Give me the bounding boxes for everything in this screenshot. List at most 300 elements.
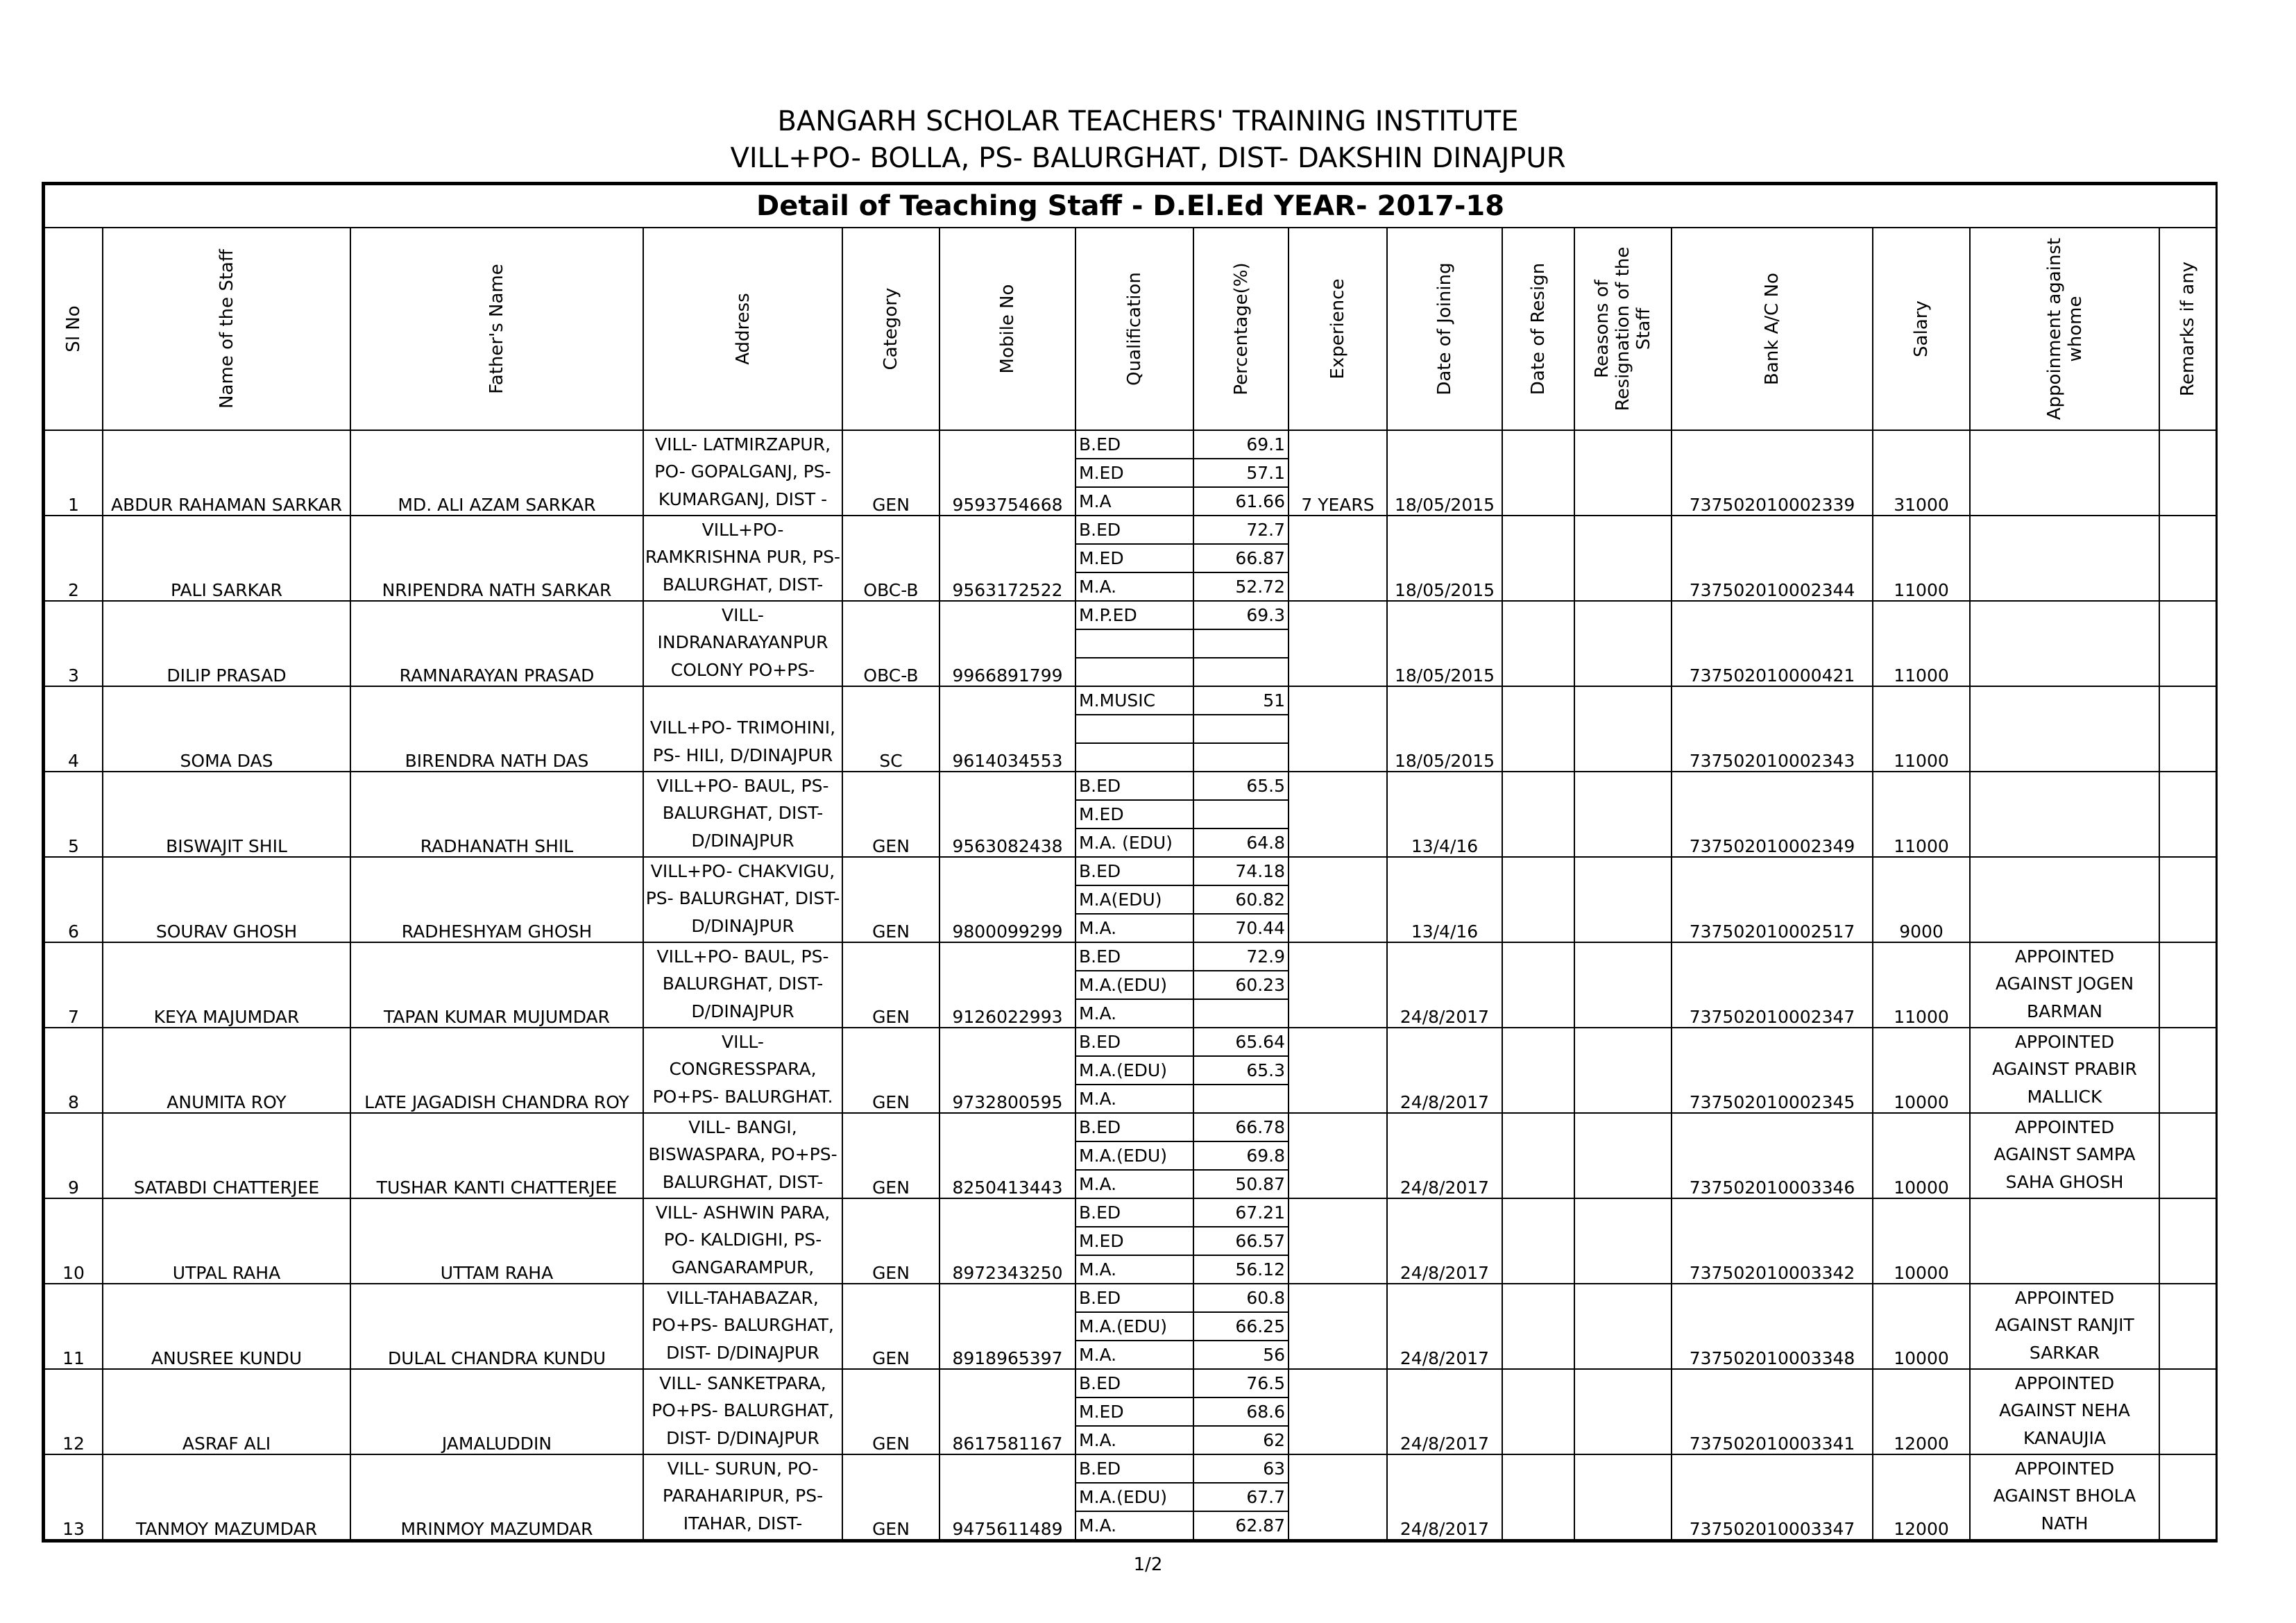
appointment-against-cell-line: AGAINST PRABIR: [1992, 1059, 2137, 1080]
mobile-cell: 8250413443: [939, 1113, 1075, 1198]
percentage-cell-line: 56: [1263, 1345, 1285, 1365]
qualification-cell-line: M.A.(EDU): [1076, 1057, 1193, 1085]
staff-name-cell: ANUMITA ROY: [103, 1028, 350, 1113]
percentage-cell-line: 61.66: [1235, 491, 1285, 511]
address-cell-line: RAMKRISHNA PUR, PS-: [645, 547, 841, 568]
percentage-cell-line: 51: [1194, 687, 1288, 715]
address-cell: [643, 942, 842, 1028]
staff-name-cell: ABDUR RAHAMAN SARKAR: [103, 430, 350, 516]
bank-ac-cell: 737502010000421: [1672, 601, 1873, 686]
salary-cell: 10000: [1873, 1028, 1970, 1113]
qualification-cell-line: M.MUSIC: [1076, 687, 1193, 715]
address-cell-line: VILL+PO- CHAKVIGU,: [650, 861, 835, 881]
percentage-cell-line: 66.87: [1194, 545, 1288, 573]
appointment-against-cell: [1970, 1198, 2159, 1284]
resign-reason-cell: [1574, 857, 1672, 942]
address-cell-line: [644, 687, 842, 714]
percentage-cell: [1193, 516, 1289, 601]
qualification-cell-line: B.ED: [1076, 1455, 1193, 1484]
father-name-cell: BIRENDRA NATH DAS: [350, 686, 643, 772]
column-header-row: [44, 228, 2216, 430]
column-header-label: Bank A/C No: [1762, 273, 1783, 385]
remarks-cell: [2159, 1284, 2216, 1369]
staff-name-cell: DILIP PRASAD: [103, 601, 350, 686]
experience-cell: [1289, 1454, 1387, 1540]
resign-reason-cell: [1574, 1284, 1672, 1369]
qualification-cell-line: B.ED: [1076, 431, 1193, 459]
category-cell: GEN: [842, 1113, 939, 1198]
appointment-against-cell-line: KANAUJIA: [2023, 1427, 2106, 1448]
experience-cell: [1289, 516, 1387, 601]
resign-reason-cell: [1574, 942, 1672, 1028]
appointment-against-cell: [1970, 686, 2159, 772]
qualification-cell-line: M.A.(EDU): [1076, 1484, 1193, 1512]
qualification-cell: [1075, 1028, 1193, 1113]
address-cell-line: GANGARAMPUR,: [671, 1257, 815, 1277]
percentage-cell: [1193, 601, 1289, 686]
remarks-cell: [2159, 857, 2216, 942]
address-cell-line: VILL-: [722, 605, 764, 625]
percentage-cell-line: 66.78: [1194, 1114, 1288, 1142]
bank-ac-cell: 737502010002344: [1672, 516, 1873, 601]
percentage-cell-line: 52.72: [1235, 577, 1285, 597]
address-cell-line: D/DINAJPUR: [691, 830, 794, 851]
institute-address: VILL+PO- BOLLA, PS- BALURGHAT, DIST- DAKSHIN DINAJPUR: [730, 142, 1566, 174]
percentage-cell: [1193, 942, 1289, 1028]
appointment-against-cell-line: BARMAN: [2027, 1001, 2102, 1021]
category-cell: SC: [842, 686, 939, 772]
address-cell-line: VILL- SANKETPARA,: [659, 1373, 826, 1393]
qualification-cell-line: M.A.(EDU): [1076, 1313, 1193, 1341]
address-cell-line: VILL- SURUN, PO-: [667, 1459, 819, 1479]
experience-cell: 7 YEARS: [1289, 430, 1387, 516]
experience-cell: [1289, 942, 1387, 1028]
percentage-cell-line: [1194, 801, 1288, 829]
mobile-cell: 9126022993: [939, 942, 1075, 1028]
experience-cell: [1289, 1284, 1387, 1369]
salary-cell: 12000: [1873, 1369, 1970, 1454]
address-cell: [643, 516, 842, 601]
qualification-cell-line: B.ED: [1076, 1114, 1193, 1142]
appointment-against-cell-line: [1971, 1254, 2159, 1281]
percentage-cell-line: 66.25: [1194, 1313, 1288, 1341]
date-of-joining-cell: 24/8/2017: [1387, 1028, 1502, 1113]
table-row: [44, 942, 2216, 1028]
date-of-resign-cell: [1502, 601, 1574, 686]
bank-ac-cell: 737502010002343: [1672, 686, 1873, 772]
address-cell-line: VILL-: [722, 1032, 764, 1052]
column-header-label: Sl No: [63, 305, 84, 352]
date-of-resign-cell: [1502, 1284, 1574, 1369]
appointment-against-cell-line: APPOINTED: [2014, 1032, 2115, 1052]
appointment-against-cell-line: APPOINTED: [2014, 946, 2115, 967]
col-address-header: [643, 228, 842, 430]
address-cell: [643, 772, 842, 857]
salary-cell: 11000: [1873, 686, 1970, 772]
percentage-cell-line: 67.21: [1194, 1199, 1288, 1227]
percentage-cell: [1193, 857, 1289, 942]
appointment-against-cell-line: APPOINTED: [2014, 1117, 2115, 1137]
appointment-against-cell-line: [1971, 885, 2159, 912]
date-of-joining-cell: 24/8/2017: [1387, 1198, 1502, 1284]
table-row: [44, 1369, 2216, 1454]
date-of-resign-cell: [1502, 430, 1574, 516]
experience-cell: [1289, 1113, 1387, 1198]
appointment-against-cell-line: [1971, 687, 2159, 714]
col-salary-header: [1873, 228, 1970, 430]
resign-reason-cell: [1574, 516, 1672, 601]
percentage-cell-line: 72.9: [1194, 943, 1288, 971]
address-cell-line: PO+PS- BALURGHAT,: [652, 1315, 834, 1336]
sl-no-cell: 3: [44, 601, 103, 686]
date-of-resign-cell: [1502, 516, 1574, 601]
address-cell-line: VILL+PO- TRIMOHINI,: [649, 717, 836, 738]
salary-cell: 31000: [1873, 430, 1970, 516]
bank-ac-cell: 737502010003342: [1672, 1198, 1873, 1284]
qualification-cell: [1075, 1284, 1193, 1369]
qualification-cell-line: M.A.: [1079, 1003, 1117, 1023]
staff-name-cell: SOMA DAS: [103, 686, 350, 772]
date-of-joining-cell: 18/05/2015: [1387, 686, 1502, 772]
address-cell: [643, 1284, 842, 1369]
appointment-against-cell: [1970, 772, 2159, 857]
sl-no-cell: 8: [44, 1028, 103, 1113]
remarks-cell: [2159, 430, 2216, 516]
appointment-against-cell-line: [1971, 714, 2159, 741]
qualification-cell-line: M.A.(EDU): [1076, 1142, 1193, 1171]
percentage-cell: [1193, 1113, 1289, 1198]
sl-no-cell: 13: [44, 1454, 103, 1540]
address-cell-line: PS- HILI, D/DINAJPUR: [652, 745, 833, 765]
qualification-cell-line: B.ED: [1076, 943, 1193, 971]
address-cell-line: DIST- D/DINAJPUR: [666, 1427, 819, 1448]
salary-cell: 9000: [1873, 857, 1970, 942]
qualification-cell-line: M.A: [1079, 491, 1112, 511]
resign-reason-cell: [1574, 1369, 1672, 1454]
mobile-cell: 9475611489: [939, 1454, 1075, 1540]
qualification-cell-line: M.A.: [1079, 1174, 1117, 1194]
bank-ac-cell: 737502010002339: [1672, 430, 1873, 516]
column-header-label: Appoinment against whome: [2043, 237, 2086, 420]
salary-cell: 10000: [1873, 1198, 1970, 1284]
appointment-against-cell-line: [1971, 912, 2159, 940]
column-header-label: Salary: [1911, 300, 1932, 357]
experience-cell: [1289, 857, 1387, 942]
table-row: [44, 430, 2216, 516]
column-header-label: Remarks if any: [2177, 261, 2199, 397]
remarks-cell: [2159, 942, 2216, 1028]
staff-name-cell: UTPAL RAHA: [103, 1198, 350, 1284]
bank-ac-cell: 737502010002345: [1672, 1028, 1873, 1113]
qualification-cell-line: M.ED: [1076, 1227, 1193, 1256]
address-cell: [643, 1454, 842, 1540]
mobile-cell: 9966891799: [939, 601, 1075, 686]
qualification-cell-line: M.A(EDU): [1076, 886, 1193, 915]
staff-name-cell: ANUSREE KUNDU: [103, 1284, 350, 1369]
qualification-cell-line: M.A.: [1079, 1345, 1117, 1365]
qualification-cell-line: M.A.: [1079, 918, 1117, 938]
col-appointment-against-header: [1970, 228, 2159, 430]
percentage-cell-line: 67.7: [1194, 1484, 1288, 1512]
father-name-cell: JAMALUDDIN: [350, 1369, 643, 1454]
appointment-against-cell: [1970, 942, 2159, 1028]
address-cell-line: PO- GOPALGANJ, PS-: [654, 461, 831, 482]
qualification-cell-line: M.ED: [1076, 801, 1193, 829]
resign-reason-cell: [1574, 1198, 1672, 1284]
appointment-against-cell-line: [1971, 772, 2159, 799]
percentage-cell-line: 65.64: [1194, 1028, 1288, 1057]
mobile-cell: 8972343250: [939, 1198, 1075, 1284]
qualification-cell-line: B.ED: [1076, 772, 1193, 801]
col-remarks-header: [2159, 228, 2216, 430]
father-name-cell: LATE JAGADISH CHANDRA ROY: [350, 1028, 643, 1113]
percentage-cell: [1193, 1028, 1289, 1113]
qualification-cell: [1075, 686, 1193, 772]
father-name-cell: UTTAM RAHA: [350, 1198, 643, 1284]
percentage-cell-line: [1194, 744, 1288, 771]
qualification-cell-line: [1076, 658, 1193, 686]
column-header-label: Category: [881, 287, 901, 371]
percentage-cell: [1193, 1369, 1289, 1454]
qualification-cell-line: M.A.: [1079, 1430, 1117, 1450]
date-of-resign-cell: [1502, 1113, 1574, 1198]
category-cell: GEN: [842, 1369, 939, 1454]
qualification-cell-line: B.ED: [1076, 516, 1193, 545]
category-cell: GEN: [842, 1028, 939, 1113]
address-cell-line: VILL- ASHWIN PARA,: [655, 1203, 831, 1223]
date-of-resign-cell: [1502, 1369, 1574, 1454]
date-of-joining-cell: 24/8/2017: [1387, 1284, 1502, 1369]
address-cell-line: VILL-TAHABAZAR,: [667, 1288, 819, 1308]
address-cell-line: BISWASPARA, PO+PS-: [648, 1144, 837, 1165]
table-row: [44, 601, 2216, 686]
remarks-cell: [2159, 1369, 2216, 1454]
percentage-cell-line: 69.8: [1194, 1142, 1288, 1171]
salary-cell: 11000: [1873, 772, 1970, 857]
address-cell-line: VILL- BANGI,: [688, 1117, 797, 1137]
address-cell-line: ITAHAR, DIST-: [683, 1513, 803, 1533]
address-cell-line: VILL+PO- BAUL, PS-: [656, 776, 829, 796]
percentage-cell: [1193, 1454, 1289, 1540]
father-name-cell: MRINMOY MAZUMDAR: [350, 1454, 643, 1540]
appointment-against-cell-line: [1971, 629, 2159, 656]
mobile-cell: 8617581167: [939, 1369, 1075, 1454]
address-cell-line: D/DINAJPUR: [691, 915, 794, 936]
qualification-cell-line: B.ED: [1076, 1370, 1193, 1398]
qualification-cell: [1075, 1198, 1193, 1284]
sl-no-cell: 10: [44, 1198, 103, 1284]
date-of-joining-cell: 18/05/2015: [1387, 601, 1502, 686]
qualification-cell: [1075, 857, 1193, 942]
experience-cell: [1289, 1198, 1387, 1284]
father-name-cell: MD. ALI AZAM SARKAR: [350, 430, 643, 516]
qualification-cell-line: B.ED: [1076, 1284, 1193, 1313]
appointment-against-cell: [1970, 857, 2159, 942]
sl-no-cell: 11: [44, 1284, 103, 1369]
appointment-against-cell-line: [1971, 742, 2159, 769]
percentage-cell: [1193, 430, 1289, 516]
address-cell-line: VILL- LATMIRZAPUR,: [654, 434, 831, 454]
percentage-cell-line: 70.44: [1235, 918, 1285, 938]
sl-no-cell: 9: [44, 1113, 103, 1198]
father-name-cell: RADHESHYAM GHOSH: [350, 857, 643, 942]
qualification-cell-line: M.A.: [1079, 1515, 1117, 1536]
date-of-joining-cell: 18/05/2015: [1387, 516, 1502, 601]
salary-cell: 11000: [1873, 516, 1970, 601]
percentage-cell-line: 65.3: [1194, 1057, 1288, 1085]
page-number: 1/2: [1133, 1554, 1163, 1575]
col-date-of-joining-header: [1387, 228, 1502, 430]
col-experience-header: [1289, 228, 1387, 430]
table-row: [44, 1113, 2216, 1198]
teaching-staff-sheet: [42, 182, 2218, 1543]
percentage-cell: [1193, 1284, 1289, 1369]
qualification-cell-line: M.A.(EDU): [1076, 971, 1193, 1000]
resign-reason-cell: [1574, 686, 1672, 772]
percentage-cell-line: [1194, 630, 1288, 658]
category-cell: GEN: [842, 430, 939, 516]
address-cell-line: COLONY PO+PS-: [670, 659, 815, 680]
percentage-cell-line: [1194, 715, 1288, 744]
experience-cell: [1289, 1028, 1387, 1113]
appointment-against-cell-line: [1971, 799, 2159, 826]
percentage-cell: [1193, 772, 1289, 857]
address-cell-line: D/DINAJPUR: [691, 1001, 794, 1021]
address-cell-line: BALURGHAT, DIST-: [662, 974, 824, 994]
father-name-cell: NRIPENDRA NATH SARKAR: [350, 516, 643, 601]
appointment-against-cell-line: AGAINST RANJIT: [1995, 1315, 2134, 1336]
appointment-against-cell-line: APPOINTED: [2014, 1459, 2115, 1479]
col-percentage-header: [1193, 228, 1289, 430]
date-of-joining-cell: 24/8/2017: [1387, 942, 1502, 1028]
appointment-against-cell: [1970, 1454, 2159, 1540]
appointment-against-cell-line: [1971, 431, 2159, 458]
qualification-cell-line: M.A.: [1079, 577, 1117, 597]
table-row: [44, 1284, 2216, 1369]
table-title-band: Detail of Teaching Staff - D.El.Ed YEAR- 2017-18: [44, 185, 2216, 228]
date-of-joining-cell: 24/8/2017: [1387, 1113, 1502, 1198]
col-bank-ac-header: [1672, 228, 1873, 430]
qualification-cell: [1075, 1113, 1193, 1198]
percentage-cell-line: [1194, 1085, 1288, 1112]
date-of-joining-cell: 13/4/16: [1387, 772, 1502, 857]
father-name-cell: TUSHAR KANTI CHATTERJEE: [350, 1113, 643, 1198]
qualification-cell: [1075, 516, 1193, 601]
qualification-cell: [1075, 601, 1193, 686]
appointment-against-cell-line: [1971, 458, 2159, 485]
qualification-cell-line: M.A.: [1079, 1089, 1117, 1109]
sl-no-cell: 1: [44, 430, 103, 516]
percentage-cell: [1193, 1198, 1289, 1284]
address-cell-line: BALURGHAT, DIST-: [662, 574, 824, 595]
qualification-cell-line: [1076, 744, 1193, 771]
table-row: [44, 857, 2216, 942]
qualification-cell-line: M.A. (EDU): [1079, 833, 1173, 853]
column-header-label: Father's Name: [486, 264, 507, 394]
date-of-joining-cell: 13/4/16: [1387, 857, 1502, 942]
father-name-cell: DULAL CHANDRA KUNDU: [350, 1284, 643, 1369]
appointment-against-cell-line: [1971, 656, 2159, 683]
category-cell: OBC-B: [842, 516, 939, 601]
date-of-resign-cell: [1502, 772, 1574, 857]
column-header-label: Date of Resign: [1528, 262, 1549, 396]
appointment-against-cell: [1970, 1113, 2159, 1198]
staff-name-cell: KEYA MAJUMDAR: [103, 942, 350, 1028]
address-cell-line: CONGRESSPARA,: [669, 1059, 817, 1080]
qualification-cell-line: [1076, 630, 1193, 658]
staff-name-cell: BISWAJIT SHIL: [103, 772, 350, 857]
bank-ac-cell: 737502010002349: [1672, 772, 1873, 857]
remarks-cell: [2159, 772, 2216, 857]
qualification-cell: [1075, 1369, 1193, 1454]
bank-ac-cell: 737502010002517: [1672, 857, 1873, 942]
table-row: [44, 772, 2216, 857]
col-resign-reason-header: [1574, 228, 1672, 430]
col-category-header: [842, 228, 939, 430]
bank-ac-cell: 737502010003347: [1672, 1454, 1873, 1540]
appointment-against-cell: [1970, 430, 2159, 516]
address-cell: [643, 601, 842, 686]
table-row: [44, 1454, 2216, 1540]
category-cell: GEN: [842, 857, 939, 942]
address-cell-line: KUMARGANJ, DIST -: [658, 488, 828, 509]
appointment-against-cell: [1970, 516, 2159, 601]
date-of-resign-cell: [1502, 686, 1574, 772]
staff-name-cell: SOURAV GHOSH: [103, 857, 350, 942]
bank-ac-cell: 737502010002347: [1672, 942, 1873, 1028]
column-header-label: Experience: [1327, 278, 1348, 380]
date-of-resign-cell: [1502, 857, 1574, 942]
mobile-cell: 9563172522: [939, 516, 1075, 601]
appointment-against-cell-line: AGAINST BHOLA: [1993, 1486, 2136, 1506]
address-cell-line: PS- BALURGHAT, DIST-: [645, 888, 840, 909]
col-staff-name-header: [103, 228, 350, 430]
remarks-cell: [2159, 1113, 2216, 1198]
resign-reason-cell: [1574, 1028, 1672, 1113]
address-cell-line: DIST- D/DINAJPUR: [666, 1342, 819, 1363]
column-header-label: Date of Joining: [1434, 262, 1455, 396]
column-header-label: Percentage(%): [1230, 262, 1252, 396]
mobile-cell: 9732800595: [939, 1028, 1075, 1113]
remarks-cell: [2159, 1028, 2216, 1113]
table-row: [44, 1198, 2216, 1284]
appointment-against-cell-line: APPOINTED: [2014, 1288, 2115, 1308]
appointment-against-cell-line: [1971, 571, 2159, 598]
mobile-cell: 9614034553: [939, 686, 1075, 772]
category-cell: GEN: [842, 942, 939, 1028]
address-cell: [643, 1198, 842, 1284]
address-cell-line: PARAHARIPUR, PS-: [662, 1486, 824, 1506]
percentage-cell-line: 74.18: [1194, 858, 1288, 886]
father-name-cell: RAMNARAYAN PRASAD: [350, 601, 643, 686]
appointment-against-cell-line: [1971, 827, 2159, 854]
qualification-cell-line: [1076, 715, 1193, 744]
mobile-cell: 9593754668: [939, 430, 1075, 516]
category-cell: GEN: [842, 1198, 939, 1284]
resign-reason-cell: [1574, 772, 1672, 857]
bank-ac-cell: 737502010003348: [1672, 1284, 1873, 1369]
sl-no-cell: 4: [44, 686, 103, 772]
institute-name: BANGARH SCHOLAR TEACHERS' TRAINING INSTITUTE: [777, 105, 1519, 137]
column-header-label: Reasons of Resignation of the Staff: [1592, 246, 1654, 411]
percentage-cell-line: 65.5: [1194, 772, 1288, 801]
qualification-cell-line: M.A.: [1079, 1259, 1117, 1280]
mobile-cell: 8918965397: [939, 1284, 1075, 1369]
appointment-against-cell: [1970, 1369, 2159, 1454]
qualification-cell-line: M.P.ED: [1076, 602, 1193, 630]
mobile-cell: 9800099299: [939, 857, 1075, 942]
qualification-cell-line: B.ED: [1076, 1199, 1193, 1227]
